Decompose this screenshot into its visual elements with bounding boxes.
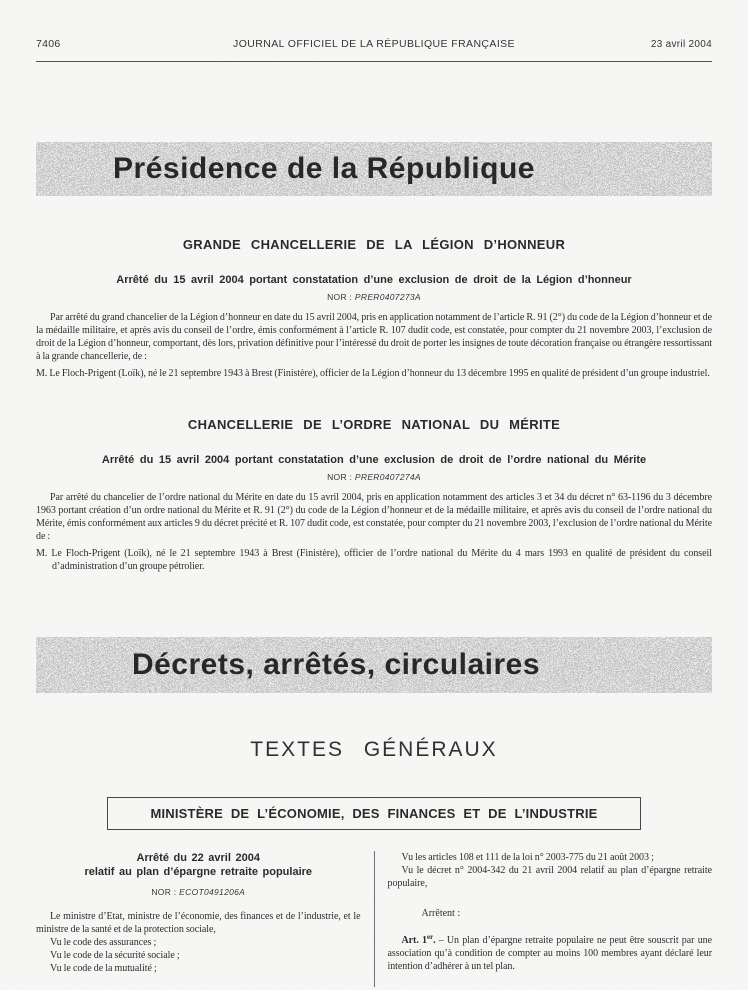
nor-line-legion bbox=[36, 292, 712, 302]
article-1-sup: er bbox=[427, 933, 434, 941]
vu-item: Vu le code de la mutualité ; bbox=[50, 963, 157, 974]
arrete-title-legion: Arrêté du 15 avril 2004 portant constatation d’une exclusion de droit de la Légion d’honneur bbox=[116, 274, 632, 286]
nor-label: NOR : bbox=[151, 887, 177, 897]
article-1-paragraph bbox=[388, 931, 713, 973]
article-title-line1: Arrêté du 22 avril 2004 bbox=[136, 852, 260, 864]
article-1-dot: . bbox=[433, 935, 436, 946]
article-1-label: Art. 1 bbox=[401, 935, 428, 946]
heading-grande-chancellerie: GRANDE CHANCELLERIE DE LA LÉGION D’HONNEUR bbox=[182, 237, 566, 252]
arretent-line: Arrêtent : bbox=[421, 908, 461, 919]
merite-person-paragraph: M. Le Floch-Prigent (Loïk), né le 21 septembre 1943 à Brest (Finistère), officier de l’ordre national du Mérite du 4 mars 1993 en qualité de président du conseil d’administration d’un groupe pétrolier. bbox=[36, 548, 712, 572]
column-divider bbox=[374, 851, 375, 987]
left-column bbox=[36, 849, 361, 987]
article-title bbox=[36, 851, 361, 879]
nor-value: ECOT0491206A bbox=[179, 887, 246, 897]
two-column-layout bbox=[36, 849, 712, 987]
banner-presidence bbox=[36, 142, 712, 196]
nor-line-merite bbox=[36, 472, 712, 482]
banner-decrets bbox=[36, 637, 712, 693]
article-opening-paragraph: Le ministre d’Etat, ministre de l’économie, des finances et de l’industrie, et le ministre de la santé et de la protection sociale, bbox=[36, 911, 361, 935]
journal-title: JOURNAL OFFICIEL DE LA RÉPUBLIQUE FRANÇAISE bbox=[233, 38, 515, 50]
article-1-body: – Un plan d’épargne retraite populaire ne peut être souscrit par une association qu’à condition de compter au moins 100 membres ayant déclaré leur intention d’adhérer à un tel plan. bbox=[387, 935, 712, 972]
section-decrets bbox=[36, 637, 712, 987]
legion-body-paragraph: Par arrêté du grand chancelier de la Légion d’honneur en date du 15 avril 2004, pris en application notamment de l’article R. 91 (2°) du code de la Légion d’honneur et de la médaille militaire, et après avis du conseil de l’ordre, émis conformément à l’article R. 107 dudit code, est constatée, pour compter du 21 novembre 2003, l’exclusion de droit de la Légion d’honneur, comportant, dès lors, privation définitive pour l’intéressé du droit de porter les insignes de toute décoration française ou étrangère ressortissant à la grande chancellerie, de : bbox=[36, 312, 712, 362]
right-column bbox=[388, 849, 713, 987]
banner-presidence-title: Présidence de la République bbox=[113, 152, 535, 185]
header-rule bbox=[36, 61, 712, 62]
heading-chancellerie-merite: CHANCELLERIE DE L’ORDRE NATIONAL DU MÉRITE bbox=[187, 417, 561, 432]
section-presidence bbox=[36, 142, 712, 573]
nor-label: NOR : bbox=[327, 472, 353, 482]
textes-generaux-heading: TEXTES GÉNÉRAUX bbox=[250, 738, 498, 761]
arrete-title-merite: Arrêté du 15 avril 2004 portant constatation d’une exclusion de droit de l’ordre national du Mérite bbox=[101, 454, 647, 466]
article-title-line2: relatif au plan d’épargne retraite populaire bbox=[84, 866, 313, 878]
nor-line-article bbox=[36, 887, 361, 897]
merite-body-paragraph: Par arrêté du chancelier de l’ordre national du Mérite en date du 15 avril 2004, pris en application notamment des articles 3 et 34 du décret n° 63-1196 du 3 décembre 1963 portant création d’un ordre national du Mérite et R. 91 (2°) du code de la Légion d’honneur et de la médaille militaire, et après avis du conseil de l’ordre national du Mérite, émis conformément aux articles 9 du décret précité et R. 107 dudit code, est constatée, pour compter du 21 novembre 2003, l’exclusion de l’ordre national du Mérite de : bbox=[36, 492, 712, 542]
vu-item: Vu le code des assurances ; bbox=[50, 937, 157, 948]
nor-label: NOR : bbox=[327, 292, 353, 302]
page-number: 7406 bbox=[36, 38, 61, 50]
page-header bbox=[36, 38, 712, 50]
vu-item: Vu le décret n° 2004-342 du 21 avril 2004 relatif au plan d’épargne retraite populaire, bbox=[387, 865, 712, 889]
issue-date: 23 avril 2004 bbox=[650, 39, 712, 50]
vu-item: Vu le code de la sécurité sociale ; bbox=[50, 950, 180, 961]
vu-item: Vu les articles 108 et 111 de la loi n° 2003-775 du 21 août 2003 ; bbox=[401, 852, 654, 863]
legion-person-paragraph: M. Le Floch-Prigent (Loïk), né le 21 septembre 1943 à Brest (Finistère), officier de la Légion d’honneur du 13 décembre 1995 en qualité de président d’un groupe industriel. bbox=[36, 368, 710, 379]
ministry-heading-box: MINISTÈRE DE L’ÉCONOMIE, DES FINANCES ET DE L’INDUSTRIE bbox=[107, 797, 641, 830]
nor-value: PRER0407274A bbox=[354, 472, 421, 482]
nor-value: PRER0407273A bbox=[354, 292, 421, 302]
banner-decrets-title: Décrets, arrêtés, circulaires bbox=[131, 648, 541, 681]
